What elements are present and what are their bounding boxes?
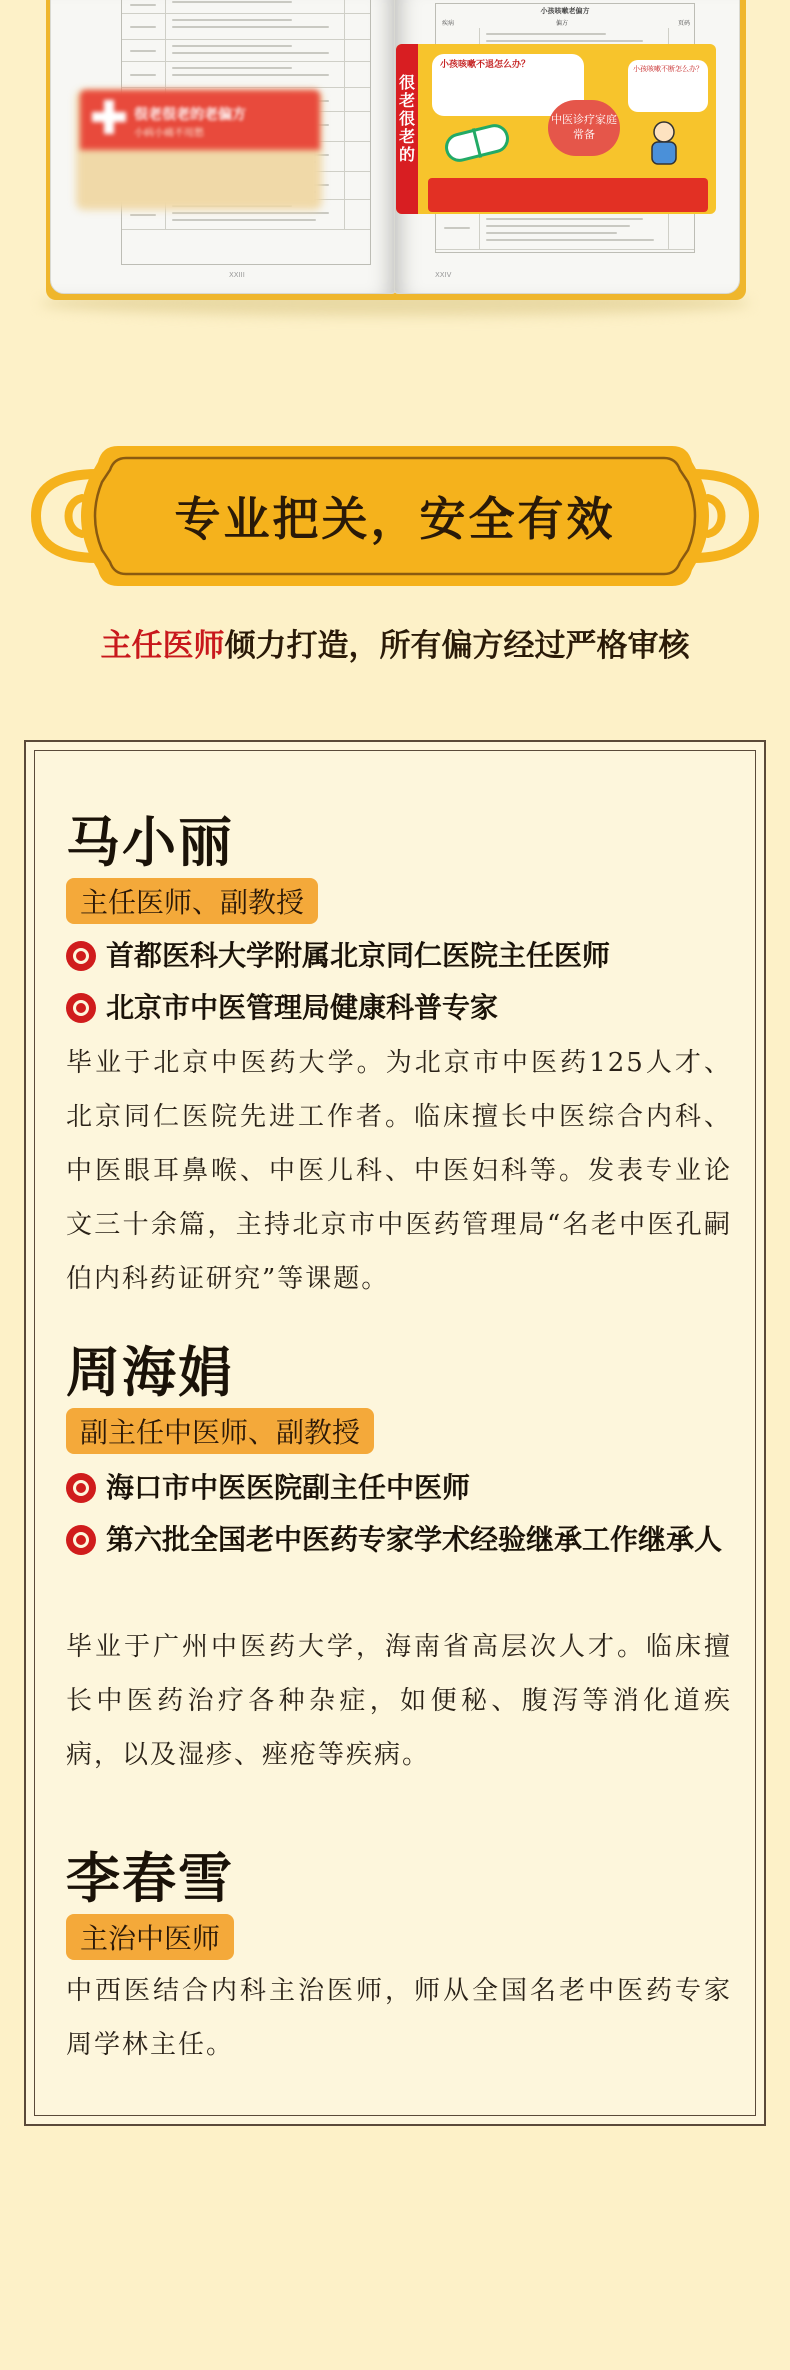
medical-cross-icon: [92, 100, 126, 134]
doctor-credential: [66, 1462, 726, 1514]
credential-text: 第六批全国老中医药专家学术经验继承工作继承人: [106, 1523, 723, 1556]
bottom-books: [0, 2180, 790, 2370]
doctor-name-1: 马小丽: [66, 810, 234, 874]
col-page: 页码: [677, 20, 690, 27]
doctor-credential: [66, 930, 726, 982]
credential-text: 海口市中医医院副主任中医师: [106, 1471, 471, 1504]
book-2-bubble-title: 小孩咳嗽不退怎么办？: [440, 60, 531, 70]
credential-text: 北京市中医管理局健康科普专家: [106, 991, 499, 1024]
page-number-left: XXIII: [229, 271, 245, 279]
doctor-credential: [66, 1514, 726, 1566]
book-2-spine-text: 很老很老的: [398, 73, 415, 164]
subtitle-rest: 倾力打造，所有偏方经过严格审核: [224, 628, 690, 664]
book-2-bubble-2: 小孩咳嗽不断怎么办？: [628, 60, 708, 112]
page-table-row: [122, 40, 370, 62]
subtitle: [0, 620, 790, 665]
bullet-icon: [66, 941, 96, 971]
pill-icon: [440, 124, 514, 162]
page-table-row: [122, 62, 370, 88]
page-number-right: XXIV: [435, 271, 452, 279]
book-2-tag: 中医诊疗家庭常备: [548, 100, 620, 156]
page-table-row: [122, 0, 370, 14]
doctor-name-2: 周海娟: [66, 1340, 234, 1404]
cartoon-person-icon: [644, 118, 684, 166]
page-table-row: [122, 14, 370, 40]
doctor-name-3: 李春雪: [66, 1846, 234, 1910]
doctor-bio-2: 毕业于广州中医药大学，海南省高层次人才。临床擅长中医药治疗各种杂症，如便秘、腹泻等消化道疾病，以及湿疹、痤疮等疾病。: [66, 1632, 732, 1770]
doctor-title-3: 主治中医师: [66, 1914, 234, 1960]
doctor-bio-3: 中西医结合内科主治医师，师从全国名老中医药专家周学林主任。: [66, 1976, 732, 2060]
doctor-title-1: 主任医师、副教授: [66, 878, 318, 924]
col-remedy: 偏方: [556, 20, 569, 27]
book-2-title-band: [428, 178, 708, 212]
credential-text: 首都医科大学附属北京同仁医院主任医师: [106, 939, 611, 972]
section-banner: [28, 436, 762, 596]
bullet-icon: [66, 1525, 96, 1555]
doctor-credential: [66, 982, 726, 1034]
doctor-title-2: 副主任中医师、副教授: [66, 1408, 374, 1454]
subtitle-highlight: 主任医师: [100, 628, 225, 664]
doctor-bio-1: 毕业于北京中医药大学。为北京市中医药125人才、北京同仁医院先进工作者。临床擅长中医综合内科、中医眼耳鼻喉、中医儿科、中医妇科等。发表专业论文三十余篇，主持北京市中医药管理局“名老中医孔嗣伯内科药证研究”等课题。: [66, 1048, 732, 1294]
page-table-header: 小孩咳嗽老偏方: [540, 7, 590, 15]
book-1-subtitle: 小病小痛不用愁: [134, 128, 204, 139]
banner-title: 专业把关，安全有效: [174, 492, 616, 546]
bullet-icon: [66, 1473, 96, 1503]
col-disease: 疾病: [442, 20, 455, 27]
book-1-title: 很老很老的老偏方: [134, 107, 246, 123]
book-2-spine: [396, 44, 418, 214]
bullet-icon: [66, 993, 96, 1023]
